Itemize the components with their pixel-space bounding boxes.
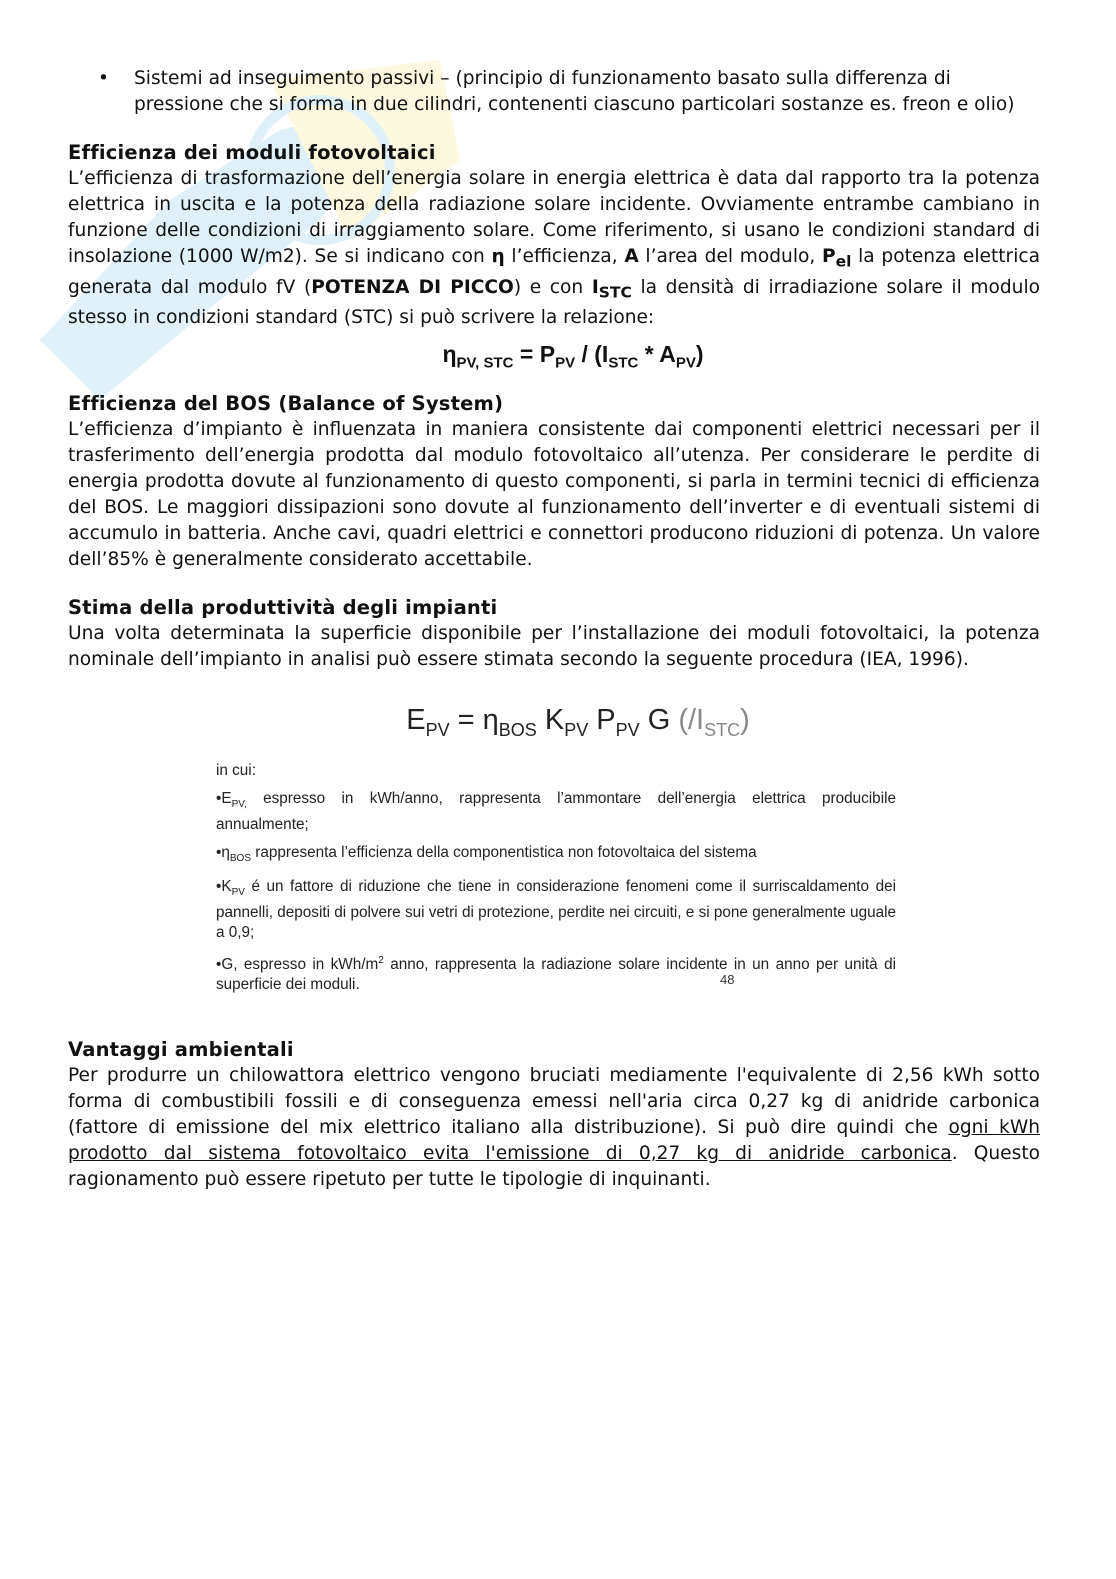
legend-item-kpv: $•K_{PV}$ é un fattore di riduzione che tiene in considerazione fenomeni come il surriscaldamento dei pannelli, depositi di polvere sui vetri di protezione, perdite nei circuiti, e si pone generalmente uguale a 0,9; (216, 878, 896, 942)
bullet-icon: • (98, 68, 109, 89)
embedded-slide-image (68, 687, 1040, 994)
paragraph-vantaggi: Per produrre un chilowattora elettrico vengono bruciati mediamente l'equivalente di 2,56 kWh sotto forma di combustibili fossili e di conseguenza emessi nell'aria circa 0,27 kg di anidride carbonica (fattore di emissione del mix elettrico italiano alla distribuzione). Si può dire quindi che ogni kWh prodotto dal sistema fotovoltaico evita l'emissione di 0,27 kg di anidride carbonica. Questo ragionamento può essere ripetuto per tutte le tipologie di inquinanti. (68, 1065, 1040, 1191)
paragraph-efficienza-moduli: L’efficienza di trasformazione dell’energia solare in energia elettrica è data dal rapporto tra la potenza elettrica in uscita e la potenza della radiazione solare incidente. Ovviamente entrambe cambiano in funzione delle condizioni di irraggiamento solare. Come riferimento, si usano le condizioni standard di insolazione (1000 W/m2). Se si indicano con η l’efficienza, A l’area del modulo, $P_{el}$ la potenza elettrica generata dal modulo fV (POTENZA DI PICCO) e con $I_{STC}$ la densità di irradiazione solare il modulo stesso in condizioni standard (STC) si può scrivere la relazione: (68, 168, 1041, 329)
list-item (68, 66, 1040, 118)
legend-item-epv: $•E_{PV,}$ espresso in kWh/anno, rappresenta l’ammontare dell’energia elettrica producibile annualmente; (216, 790, 896, 834)
section-title-stima: Stima della produttività degli impianti (68, 596, 498, 620)
paragraph-efficienza-bos: L’efficienza d’impianto è influenzata in maniera consistente dai componenti elettrici necessari per il trasferimento dell’energia prodotta dal modulo fotovoltaico all’utenza. Per considerare le perdite di energia prodotta dovute al funzionamento di questo componenti, si parla in termini tecnici di efficienza del BOS. Le maggiori dissipazioni sono dovute al funzionamento dell’inverter e di eventuali sistemi di accumulo in batteria. Anche cavi, quadri elettrici e connettori producono riduzioni di potenza. Un valore dell’85% è generalmente considerato accettabile. (68, 419, 1040, 571)
formula-produttivita: $E_{PV} = \eta_{BOS}$ $K_{PV}$ $P_{PV}$ G $(/I_{STC})$ (406, 704, 750, 740)
formula-efficienza: $\eta_{PV, STC} = P_{PV} / (I_{STC} * A_{PV})$ (442, 341, 704, 373)
legend-in-cui (216, 761, 896, 995)
section-title-efficienza-moduli: Efficienza dei moduli fotovoltaici (68, 141, 436, 164)
section-title-vantaggi: Vantaggi ambientali (68, 1038, 294, 1062)
section-title-efficienza-bos: Efficienza del BOS (Balance of System) (68, 392, 504, 416)
legend-item-eta-bos: $•\eta_{BOS}$ rappresenta l’efficienza della componentistica non fotovoltaica del sistema (216, 844, 757, 865)
paragraph-stima: Una volta determinata la superficie disponibile per l’installazione dei moduli fotovoltaici, la potenza nominale dell’impianto in analisi può essere stimata secondo la seguente procedura (IEA, 1996). (68, 623, 1040, 671)
document-page (68, 66, 1040, 1193)
underlined-statement: ogni kWh prodotto dal sistema fotovoltaico evita l'emissione di 0,27 kg di anidride carbonica (68, 1117, 1040, 1165)
legend-item-g: •G, espresso in kWh/$m^2$ anno, rappresenta la radiazione solare incidente in un anno per unità di superficie dei moduli. (216, 955, 896, 994)
bullet-text: Sistemi ad inseguimento passivi – (principio di funzionamento basato sulla differenza di pressione che si forma in due cilindri, contenenti ciascuno particolari sostanze es. freon e olio) (134, 68, 1015, 115)
in-cui-label: in cui: (216, 762, 256, 780)
slide-page-number: 48 (720, 972, 735, 988)
